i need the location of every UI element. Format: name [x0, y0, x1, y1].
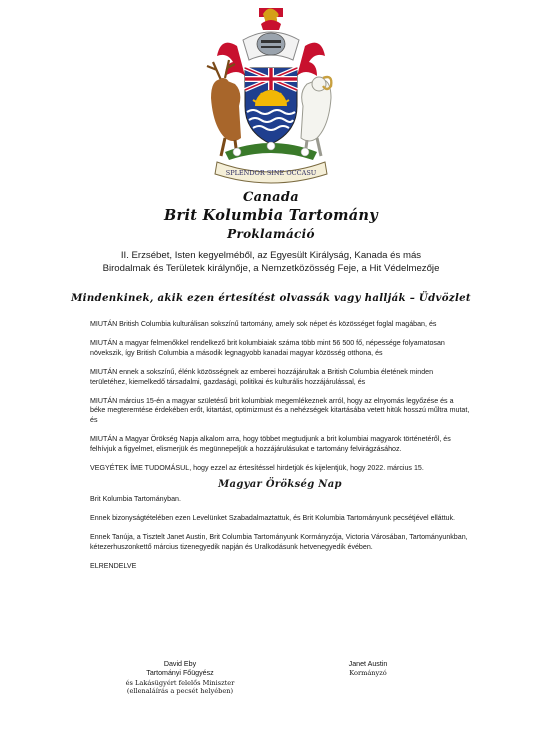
document-type-heading: Proklamáció	[227, 227, 315, 241]
signatory-note: (ellenaláírás a pecsét helyében)	[126, 687, 234, 696]
shield-icon	[245, 68, 297, 144]
whereas-clause: MIUTÁN ennek a sokszínű, élénk közösségnek az emberei hozzájárultak a British Columbia életének minden területéhez, kiemelkedő társadalmi, gazdasági, politikai és kulturális hozzájárulással, és	[90, 367, 434, 386]
monarch-titles	[30, 249, 512, 275]
signature-block-right	[318, 660, 418, 679]
declaration-text: VEGYÉTEK ÍME TUDOMÁSUL, hogy ezzel az értesítéssel hirdetjük és kijelentjük, hogy 2022. március 15.	[90, 463, 424, 472]
whereas-clause: MIUTÁN British Columbia kulturálisan sokszínű tartomány, amely sok népet és közösséget foglal magában, és	[90, 320, 437, 328]
testimony-text: Ennek bizonyságtételében ezen Levelünket Szabadalmaztattuk, és Brit Kolumbia Tartományunk pecsétjével elláttuk.	[90, 514, 456, 523]
whereas-clause: MIUTÁN március 15-én a magyar születésű brit kolumbiak megemlékeznek arról, hogy az elnyomás legyőzése és a béke megteremtése érdekében erőt, kitartást, optimizmust és a nehézségek kitartásába vetett hitük hosszú műltra mutat, és	[90, 396, 470, 424]
crown-crest-icon	[259, 8, 283, 30]
ram-supporter-icon	[301, 77, 331, 156]
signatory-name: David Eby	[163, 660, 197, 668]
crest-motto-text: SPLENDOR SINE OCCASU	[225, 169, 317, 177]
heritage-day-title: Magyar Örökség Nap	[218, 478, 342, 490]
coat-of-arms-icon	[181, 6, 361, 186]
monarch-titles-line2: Birodalmak és Területek királynője, a Nemzetközösség Feje, a Hit Védelmezője	[102, 263, 440, 274]
country-heading: Canada	[243, 190, 299, 205]
dogwood-compartment-icon	[225, 142, 317, 160]
signature-block-left	[90, 660, 270, 696]
province-heading: Brit Kolumbia Tartomány	[164, 207, 378, 224]
proclamation-body	[90, 320, 470, 581]
monarch-titles-line1: II. Erzsébet, Isten kegyelméből, az Egyesült Királyság, Kanada és más	[120, 250, 422, 261]
order-text: ELRENDELVE	[90, 562, 137, 571]
signatory-title: Kormányzó	[349, 669, 387, 678]
witness-text: Ennek Tanúja, a Tisztelt Janet Austin, Brit Columbia Tartományunk Kormányzója, Victoria Városában, Tartományunkban, kétezerhuszonkettő március tizenegyedik napján és Uralkodásunk hetvenegyedik évében.	[90, 533, 468, 552]
motto-ribbon-icon	[215, 162, 327, 183]
signatory-title: Tartományi Főügyész	[146, 669, 214, 678]
stag-supporter-icon	[207, 60, 241, 156]
signatory-name: Janet Austin	[348, 660, 388, 668]
in-province-text: Brit Kolumbia Tartományban.	[90, 495, 181, 504]
signatory-note: és Lakásügyért felelős Miniszter	[125, 678, 235, 687]
whereas-clause: MIUTÁN a Magyar Örökség Napja alkalom arra, hogy többet megtudjunk a brit kolumbiai magyarok történetéről, és felhívjuk a figyelmet, elismerjük és megünnepeljük a hozzájárulásukat e tartomány felvirágzásához.	[90, 435, 451, 453]
greeting-line: Mindenkinek, akik ezen értesítést olvassák vagy hallják – Üdvözlet	[71, 292, 471, 304]
whereas-clause: MIUTÁN a magyar felmenőkkel rendelkező brit kolumbiaiak száma több mint 56 500 fő, népessége folyamatosan növekszik, így British Columbia a második legnagyobb kanadai magyar közösség otthona, és	[90, 339, 445, 357]
